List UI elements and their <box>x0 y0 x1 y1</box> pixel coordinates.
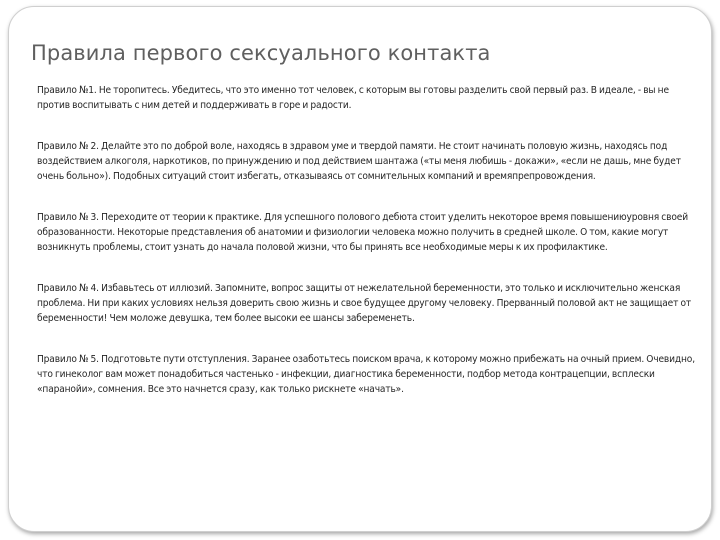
rule-4-paragraph: Правило № 4. Избавьтесь от иллюзий. Запомните, вопрос защиты от нежелательной беременности, это только и исключительно женская проблема. Ни при каких условиях нельзя доверить свою жизнь и свое будущее другому человеку. Прерванный половой акт не защищает от беременности! Чем моложе девушка, тем более высоки ее шансы забеременеть. <box>37 283 691 324</box>
rule-3-paragraph: Правило № 3. Переходите от теории к практике. Для успешного полового дебюта стоит уделить некоторое время повышениюуровня своей образованности. Некоторые представления об анатомии и физиологии человека можно получить в средней школе. О том, какие могут возникнуть проблемы, стоит узнать до начала половой жизни, что бы принять все необходимые меры к их профилактике. <box>37 212 688 253</box>
slide-frame <box>8 6 712 532</box>
page-title: Правила первого сексуального контакта <box>31 41 491 65</box>
rules-list <box>37 83 697 423</box>
rule-1-paragraph: Правило №1. Не торопитесь. Убедитесь, что это именно тот человек, с которым вы готовы разделить свой первый раз. В идеале, - вы не против воспитывать с ним детей и поддерживать в горе и радости. <box>37 85 669 111</box>
rule-2-paragraph: Правило № 2. Делайте это по доброй воле, находясь в здравом уме и твердой памяти. Не стоит начинать половую жизнь, находясь под воздействием алкоголя, наркотиков, по принуждению и под действием шантажа («ты меня любишь - докажи», «если не дашь, мне будет очень больно»). Подобных ситуаций стоит избегать, отказываясь от сомнительных компаний и времяпрепровождения. <box>37 141 681 182</box>
rule-5-paragraph: Правило № 5. Подготовьте пути отступления. Заранее озаботьтесь поиском врача, к которому можно прибежать на очный прием. Очевидно, что гинеколог вам может понадобиться частенько - инфекции, диагностика беременности, подбор метода контрацепции, всплески «паранойи», сомнения. Все это начнется сразу, как только рискнете «начать». <box>37 354 695 395</box>
